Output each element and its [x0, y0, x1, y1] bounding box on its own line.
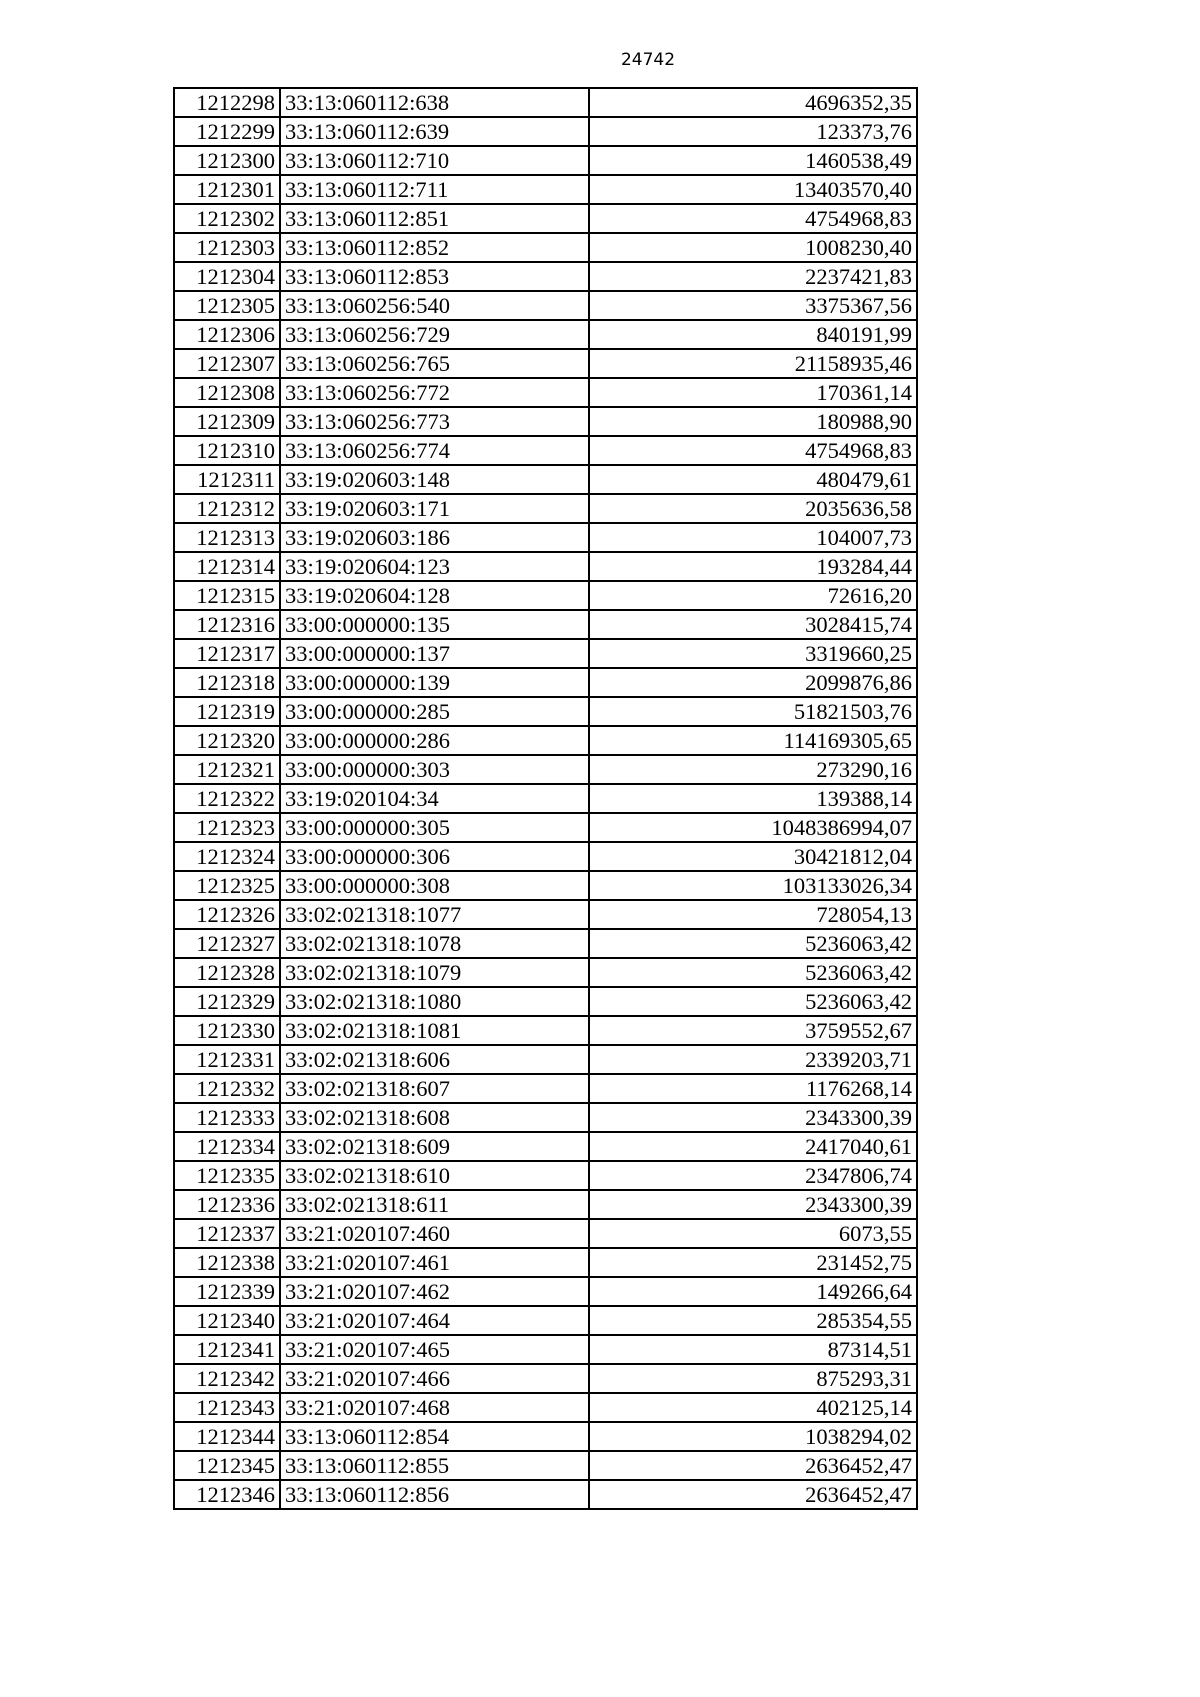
cadastral-number-cell: 33:00:000000:306 — [280, 842, 589, 871]
table-row — [174, 726, 917, 755]
table-row — [174, 1277, 917, 1306]
cadastral-value-cell: 72616,20 — [589, 581, 917, 610]
cadastral-number-cell: 33:02:021318:1081 — [280, 1016, 589, 1045]
cadastral-number-cell: 33:13:060112:711 — [280, 175, 589, 204]
cadastral-value-cell: 285354,55 — [589, 1306, 917, 1335]
table-row — [174, 233, 917, 262]
row-number-cell: 1212324 — [174, 842, 280, 871]
cadastral-number-cell: 33:21:020107:468 — [280, 1393, 589, 1422]
table-row — [174, 88, 917, 117]
row-number-cell: 1212318 — [174, 668, 280, 697]
cadastral-value-cell: 2347806,74 — [589, 1161, 917, 1190]
cadastral-value-cell: 4754968,83 — [589, 204, 917, 233]
table-row — [174, 465, 917, 494]
table-row — [174, 146, 917, 175]
row-number-cell: 1212305 — [174, 291, 280, 320]
page-number: 24742 — [620, 50, 676, 70]
table-row — [174, 1074, 917, 1103]
cadastral-value-cell: 30421812,04 — [589, 842, 917, 871]
row-number-cell: 1212345 — [174, 1451, 280, 1480]
row-number-cell: 1212342 — [174, 1364, 280, 1393]
row-number-cell: 1212335 — [174, 1161, 280, 1190]
cadastral-value-cell: 2417040,61 — [589, 1132, 917, 1161]
cadastral-number-cell: 33:13:060112:856 — [280, 1480, 589, 1509]
cadastral-number-cell: 33:02:021318:1078 — [280, 929, 589, 958]
row-number-cell: 1212341 — [174, 1335, 280, 1364]
cadastral-value-cell: 4696352,35 — [589, 88, 917, 117]
cadastral-value-cell: 2636452,47 — [589, 1451, 917, 1480]
row-number-cell: 1212310 — [174, 436, 280, 465]
table-row — [174, 610, 917, 639]
cadastral-value-cell: 2343300,39 — [589, 1190, 917, 1219]
table-row — [174, 900, 917, 929]
cadastral-value-cell: 51821503,76 — [589, 697, 917, 726]
cadastral-value-cell: 5236063,42 — [589, 987, 917, 1016]
table-row — [174, 523, 917, 552]
cadastral-number-cell: 33:13:060112:639 — [280, 117, 589, 146]
cadastral-value-cell: 139388,14 — [589, 784, 917, 813]
cadastral-number-cell: 33:00:000000:303 — [280, 755, 589, 784]
cadastral-number-cell: 33:13:060256:773 — [280, 407, 589, 436]
row-number-cell: 1212344 — [174, 1422, 280, 1451]
cadastral-number-cell: 33:21:020107:465 — [280, 1335, 589, 1364]
cadastral-number-cell: 33:02:021318:611 — [280, 1190, 589, 1219]
cadastral-number-cell: 33:00:000000:308 — [280, 871, 589, 900]
cadastral-value-cell: 3759552,67 — [589, 1016, 917, 1045]
cadastral-number-cell: 33:13:060112:854 — [280, 1422, 589, 1451]
cadastral-value-cell: 1460538,49 — [589, 146, 917, 175]
row-number-cell: 1212328 — [174, 958, 280, 987]
table-row — [174, 581, 917, 610]
cadastral-number-cell: 33:19:020603:171 — [280, 494, 589, 523]
table-row — [174, 871, 917, 900]
row-number-cell: 1212321 — [174, 755, 280, 784]
table-row — [174, 1422, 917, 1451]
cadastral-value-cell: 231452,75 — [589, 1248, 917, 1277]
cadastral-number-cell: 33:00:000000:305 — [280, 813, 589, 842]
row-number-cell: 1212346 — [174, 1480, 280, 1509]
cadastral-value-cell: 104007,73 — [589, 523, 917, 552]
cadastral-number-cell: 33:21:020107:464 — [280, 1306, 589, 1335]
cadastral-number-cell: 33:19:020104:34 — [280, 784, 589, 813]
table-row — [174, 697, 917, 726]
row-number-cell: 1212340 — [174, 1306, 280, 1335]
table-row — [174, 1306, 917, 1335]
row-number-cell: 1212336 — [174, 1190, 280, 1219]
cadastral-value-cell: 2237421,83 — [589, 262, 917, 291]
row-number-cell: 1212313 — [174, 523, 280, 552]
table-row — [174, 436, 917, 465]
row-number-cell: 1212317 — [174, 639, 280, 668]
cadastral-value-cell: 273290,16 — [589, 755, 917, 784]
row-number-cell: 1212315 — [174, 581, 280, 610]
table-row — [174, 1190, 917, 1219]
table-row — [174, 378, 917, 407]
row-number-cell: 1212307 — [174, 349, 280, 378]
cadastral-number-cell: 33:21:020107:461 — [280, 1248, 589, 1277]
cadastral-value-cell: 180988,90 — [589, 407, 917, 436]
row-number-cell: 1212301 — [174, 175, 280, 204]
row-number-cell: 1212327 — [174, 929, 280, 958]
cadastral-number-cell: 33:19:020604:123 — [280, 552, 589, 581]
cadastral-number-cell: 33:19:020603:148 — [280, 465, 589, 494]
cadastral-number-cell: 33:13:060112:852 — [280, 233, 589, 262]
cadastral-value-cell: 1008230,40 — [589, 233, 917, 262]
cadastral-value-cell: 2636452,47 — [589, 1480, 917, 1509]
cadastral-number-cell: 33:13:060256:774 — [280, 436, 589, 465]
cadastral-value-cell: 149266,64 — [589, 1277, 917, 1306]
row-number-cell: 1212308 — [174, 378, 280, 407]
cadastral-number-cell: 33:13:060112:638 — [280, 88, 589, 117]
table-row — [174, 1016, 917, 1045]
cadastral-value-cell: 103133026,34 — [589, 871, 917, 900]
table-row — [174, 755, 917, 784]
row-number-cell: 1212316 — [174, 610, 280, 639]
cadastral-number-cell: 33:13:060256:765 — [280, 349, 589, 378]
table-row — [174, 1248, 917, 1277]
table-row — [174, 320, 917, 349]
table-row — [174, 813, 917, 842]
table-row — [174, 1451, 917, 1480]
cadastral-number-cell: 33:21:020107:462 — [280, 1277, 589, 1306]
cadastral-value-cell: 3319660,25 — [589, 639, 917, 668]
row-number-cell: 1212302 — [174, 204, 280, 233]
cadastral-number-cell: 33:00:000000:135 — [280, 610, 589, 639]
cadastral-number-cell: 33:19:020604:128 — [280, 581, 589, 610]
table-row — [174, 1132, 917, 1161]
cadastral-value-table — [173, 87, 918, 1510]
cadastral-value-cell: 87314,51 — [589, 1335, 917, 1364]
cadastral-number-cell: 33:13:060112:855 — [280, 1451, 589, 1480]
row-number-cell: 1212322 — [174, 784, 280, 813]
row-number-cell: 1212323 — [174, 813, 280, 842]
row-number-cell: 1212325 — [174, 871, 280, 900]
row-number-cell: 1212314 — [174, 552, 280, 581]
row-number-cell: 1212331 — [174, 1045, 280, 1074]
cadastral-value-cell: 2343300,39 — [589, 1103, 917, 1132]
row-number-cell: 1212300 — [174, 146, 280, 175]
table-row — [174, 842, 917, 871]
table-row — [174, 552, 917, 581]
cadastral-number-cell: 33:21:020107:460 — [280, 1219, 589, 1248]
table-row — [174, 958, 917, 987]
cadastral-value-cell: 2339203,71 — [589, 1045, 917, 1074]
row-number-cell: 1212338 — [174, 1248, 280, 1277]
cadastral-value-cell: 875293,31 — [589, 1364, 917, 1393]
row-number-cell: 1212298 — [174, 88, 280, 117]
table-row — [174, 929, 917, 958]
row-number-cell: 1212299 — [174, 117, 280, 146]
row-number-cell: 1212303 — [174, 233, 280, 262]
row-number-cell: 1212319 — [174, 697, 280, 726]
cadastral-value-cell: 123373,76 — [589, 117, 917, 146]
table-row — [174, 407, 917, 436]
cadastral-value-cell: 3028415,74 — [589, 610, 917, 639]
cadastral-value-cell: 1048386994,07 — [589, 813, 917, 842]
row-number-cell: 1212326 — [174, 900, 280, 929]
cadastral-number-cell: 33:02:021318:607 — [280, 1074, 589, 1103]
row-number-cell: 1212337 — [174, 1219, 280, 1248]
cadastral-number-cell: 33:13:060256:729 — [280, 320, 589, 349]
table-row — [174, 494, 917, 523]
cadastral-value-cell: 3375367,56 — [589, 291, 917, 320]
cadastral-number-cell: 33:00:000000:137 — [280, 639, 589, 668]
table-row — [174, 639, 917, 668]
cadastral-number-cell: 33:02:021318:610 — [280, 1161, 589, 1190]
cadastral-number-cell: 33:19:020603:186 — [280, 523, 589, 552]
table-row — [174, 987, 917, 1016]
cadastral-number-cell: 33:02:021318:608 — [280, 1103, 589, 1132]
table-row — [174, 1335, 917, 1364]
table-row — [174, 1219, 917, 1248]
cadastral-number-cell: 33:00:000000:285 — [280, 697, 589, 726]
row-number-cell: 1212306 — [174, 320, 280, 349]
cadastral-value-cell: 840191,99 — [589, 320, 917, 349]
cadastral-value-cell: 5236063,42 — [589, 929, 917, 958]
table-row — [174, 1393, 917, 1422]
cadastral-number-cell: 33:00:000000:139 — [280, 668, 589, 697]
table-row — [174, 291, 917, 320]
row-number-cell: 1212334 — [174, 1132, 280, 1161]
table-row — [174, 262, 917, 291]
cadastral-number-cell: 33:00:000000:286 — [280, 726, 589, 755]
row-number-cell: 1212339 — [174, 1277, 280, 1306]
cadastral-number-cell: 33:13:060112:853 — [280, 262, 589, 291]
cadastral-number-cell: 33:13:060256:772 — [280, 378, 589, 407]
cadastral-value-cell: 5236063,42 — [589, 958, 917, 987]
cadastral-value-cell: 170361,14 — [589, 378, 917, 407]
table-row — [174, 349, 917, 378]
table-row — [174, 784, 917, 813]
cadastral-number-cell: 33:13:060256:540 — [280, 291, 589, 320]
cadastral-value-cell: 193284,44 — [589, 552, 917, 581]
cadastral-number-cell: 33:02:021318:609 — [280, 1132, 589, 1161]
cadastral-value-cell: 728054,13 — [589, 900, 917, 929]
table-row — [174, 668, 917, 697]
cadastral-value-cell: 402125,14 — [589, 1393, 917, 1422]
cadastral-value-cell: 1038294,02 — [589, 1422, 917, 1451]
row-number-cell: 1212329 — [174, 987, 280, 1016]
row-number-cell: 1212304 — [174, 262, 280, 291]
table-row — [174, 1045, 917, 1074]
cadastral-number-cell: 33:02:021318:1077 — [280, 900, 589, 929]
table-row — [174, 1103, 917, 1132]
row-number-cell: 1212343 — [174, 1393, 280, 1422]
table-body — [174, 88, 917, 1509]
cadastral-value-cell: 4754968,83 — [589, 436, 917, 465]
cadastral-value-cell: 2099876,86 — [589, 668, 917, 697]
cadastral-number-cell: 33:02:021318:606 — [280, 1045, 589, 1074]
cadastral-value-cell: 13403570,40 — [589, 175, 917, 204]
cadastral-number-cell: 33:13:060112:710 — [280, 146, 589, 175]
cadastral-number-cell: 33:13:060112:851 — [280, 204, 589, 233]
cadastral-value-cell: 114169305,65 — [589, 726, 917, 755]
cadastral-number-cell: 33:21:020107:466 — [280, 1364, 589, 1393]
row-number-cell: 1212312 — [174, 494, 280, 523]
row-number-cell: 1212330 — [174, 1016, 280, 1045]
row-number-cell: 1212320 — [174, 726, 280, 755]
table-row — [174, 1364, 917, 1393]
cadastral-value-cell: 480479,61 — [589, 465, 917, 494]
table-row — [174, 1480, 917, 1509]
cadastral-value-cell: 6073,55 — [589, 1219, 917, 1248]
row-number-cell: 1212332 — [174, 1074, 280, 1103]
cadastral-number-cell: 33:02:021318:1080 — [280, 987, 589, 1016]
table-row — [174, 204, 917, 233]
row-number-cell: 1212309 — [174, 407, 280, 436]
row-number-cell: 1212311 — [174, 465, 280, 494]
cadastral-value-cell: 21158935,46 — [589, 349, 917, 378]
cadastral-value-cell: 2035636,58 — [589, 494, 917, 523]
row-number-cell: 1212333 — [174, 1103, 280, 1132]
cadastral-value-cell: 1176268,14 — [589, 1074, 917, 1103]
cadastral-number-cell: 33:02:021318:1079 — [280, 958, 589, 987]
table-row — [174, 117, 917, 146]
table-row — [174, 175, 917, 204]
table-row — [174, 1161, 917, 1190]
